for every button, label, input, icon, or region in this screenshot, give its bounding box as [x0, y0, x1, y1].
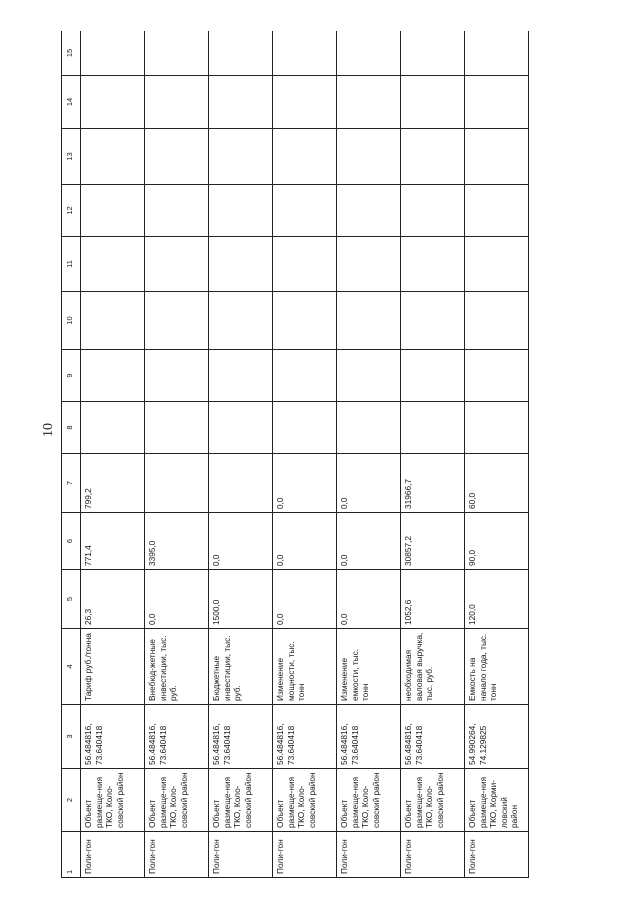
column-number-12: 12 [62, 185, 81, 237]
value-col7-cell [209, 454, 273, 513]
object-type-cell: Поли-гон [465, 832, 529, 878]
column-number-10: 10 [62, 292, 81, 350]
coordinates-cell: 56.484816, 73.640418 [401, 705, 465, 769]
indicator-cell: Тариф руб./тонна [81, 629, 145, 705]
value-col12-cell [145, 185, 209, 237]
table-row [465, 31, 529, 878]
value-col12-cell [209, 185, 273, 237]
value-col5-cell: 1052,6 [401, 570, 465, 629]
value-col6-cell: 90,0 [465, 513, 529, 570]
table-sheet [61, 31, 557, 878]
object-name-cell: Объект размеще-ния ТКО, Коло-совский район [401, 769, 465, 832]
value-col14-cell [465, 76, 529, 129]
value-col5-cell: 0,0 [337, 570, 401, 629]
value-col8-cell [145, 402, 209, 454]
value-col6-cell: 3395,0 [145, 513, 209, 570]
table-row [337, 31, 401, 878]
value-col12-cell [81, 185, 145, 237]
value-col10-cell [145, 292, 209, 350]
value-col12-cell [273, 185, 337, 237]
table-row [273, 31, 337, 878]
object-name-cell: Объект размеще-ния ТКО, Коло-совский район [81, 769, 145, 832]
value-col11-cell [145, 237, 209, 292]
value-col7-cell [145, 454, 209, 513]
value-col9-cell [465, 350, 529, 402]
value-col5-cell: 120,0 [465, 570, 529, 629]
value-col6-cell: 30857,2 [401, 513, 465, 570]
value-col10-cell [209, 292, 273, 350]
coordinates-cell: 54.990264, 74.129825 [465, 705, 529, 769]
value-col13-cell [209, 129, 273, 185]
value-col12-cell [337, 185, 401, 237]
column-number-1: 1 [62, 832, 81, 878]
value-col8-cell [337, 402, 401, 454]
value-col7-cell: 31966,7 [401, 454, 465, 513]
rotated-table-container [61, 31, 557, 878]
value-col15-cell [337, 31, 401, 76]
column-number-2: 2 [62, 769, 81, 832]
object-type-cell: Поли-гон [81, 832, 145, 878]
indicator-cell: Емкость на начало года, тыс. тонн [465, 629, 529, 705]
value-col5-cell: 0,0 [145, 570, 209, 629]
column-number-8: 8 [62, 402, 81, 454]
value-col9-cell [145, 350, 209, 402]
value-col8-cell [401, 402, 465, 454]
coordinates-cell: 56.484816, 73.640418 [273, 705, 337, 769]
value-col7-cell: 0,0 [273, 454, 337, 513]
value-col7-cell: 0,0 [337, 454, 401, 513]
indicator-cell: Изменение емкости, тыс. тонн [337, 629, 401, 705]
value-col13-cell [401, 129, 465, 185]
page-number: 10 [41, 423, 56, 437]
coordinates-cell: 56.484816, 73.640418 [81, 705, 145, 769]
table-row [401, 31, 465, 878]
value-col15-cell [81, 31, 145, 76]
value-col15-cell [401, 31, 465, 76]
column-number-4: 4 [62, 629, 81, 705]
indicator-cell: Внебюд-жетные инвестиции, тыс. руб. [145, 629, 209, 705]
value-col14-cell [337, 76, 401, 129]
value-col15-cell [209, 31, 273, 76]
value-col14-cell [273, 76, 337, 129]
value-col10-cell [465, 292, 529, 350]
object-type-cell: Поли-гон [273, 832, 337, 878]
value-col8-cell [209, 402, 273, 454]
value-col13-cell [465, 129, 529, 185]
value-col8-cell [273, 402, 337, 454]
object-name-cell: Объект размеще-ния ТКО, Корми-ловский район [465, 769, 529, 832]
object-name-cell: Объект размеще-ния ТКО, Коло-совский район [145, 769, 209, 832]
object-name-cell: Объект размеще-ния ТКО, Коло-совский район [273, 769, 337, 832]
value-col14-cell [209, 76, 273, 129]
value-col11-cell [81, 237, 145, 292]
value-col9-cell [209, 350, 273, 402]
value-col11-cell [209, 237, 273, 292]
value-col9-cell [401, 350, 465, 402]
value-col8-cell [465, 402, 529, 454]
value-col6-cell: 0,0 [273, 513, 337, 570]
value-col11-cell [273, 237, 337, 292]
value-col6-cell: 0,0 [209, 513, 273, 570]
value-col11-cell [401, 237, 465, 292]
value-col15-cell [465, 31, 529, 76]
value-col6-cell: 771,4 [81, 513, 145, 570]
value-col10-cell [401, 292, 465, 350]
column-number-3: 3 [62, 705, 81, 769]
column-number-15: 15 [62, 31, 81, 76]
column-number-row [62, 31, 81, 878]
value-col10-cell [273, 292, 337, 350]
indicator-cell: необходимая валовая выручка, тыс. руб. [401, 629, 465, 705]
value-col10-cell [337, 292, 401, 350]
value-col13-cell [145, 129, 209, 185]
column-number-13: 13 [62, 129, 81, 185]
object-type-cell: Поли-гон [337, 832, 401, 878]
table-row [209, 31, 273, 878]
column-number-14: 14 [62, 76, 81, 129]
indicator-cell: Изменение мощности, тыс. тонн [273, 629, 337, 705]
coordinates-cell: 56.484816, 73.640418 [145, 705, 209, 769]
object-type-cell: Поли-гон [145, 832, 209, 878]
table-row [81, 31, 145, 878]
object-type-cell: Поли-гон [209, 832, 273, 878]
object-type-cell: Поли-гон [401, 832, 465, 878]
coordinates-cell: 56.484816, 73.640418 [337, 705, 401, 769]
value-col14-cell [145, 76, 209, 129]
value-col8-cell [81, 402, 145, 454]
column-number-11: 11 [62, 237, 81, 292]
value-col11-cell [337, 237, 401, 292]
table-row [145, 31, 209, 878]
value-col7-cell: 799,2 [81, 454, 145, 513]
object-name-cell: Объект размеще-ния ТКО, Коло-совский район [209, 769, 273, 832]
column-number-9: 9 [62, 350, 81, 402]
column-number-6: 6 [62, 513, 81, 570]
value-col9-cell [81, 350, 145, 402]
value-col7-cell: 60,0 [465, 454, 529, 513]
column-number-7: 7 [62, 454, 81, 513]
column-number-5: 5 [62, 570, 81, 629]
value-col14-cell [81, 76, 145, 129]
value-col5-cell: 26,3 [81, 570, 145, 629]
value-col9-cell [337, 350, 401, 402]
value-col13-cell [337, 129, 401, 185]
value-col6-cell: 0,0 [337, 513, 401, 570]
value-col11-cell [465, 237, 529, 292]
coordinates-cell: 56.484816, 73.640418 [209, 705, 273, 769]
value-col15-cell [145, 31, 209, 76]
indicator-cell: Бюджетные инвестиции, тыс. руб. [209, 629, 273, 705]
landfill-indicators-table [61, 31, 529, 878]
value-col5-cell: 0,0 [273, 570, 337, 629]
value-col9-cell [273, 350, 337, 402]
object-name-cell: Объект размеще-ния ТКО, Коло-совский район [337, 769, 401, 832]
value-col12-cell [401, 185, 465, 237]
value-col5-cell: 1500,0 [209, 570, 273, 629]
value-col13-cell [81, 129, 145, 185]
value-col13-cell [273, 129, 337, 185]
value-col15-cell [273, 31, 337, 76]
value-col12-cell [465, 185, 529, 237]
value-col14-cell [401, 76, 465, 129]
value-col10-cell [81, 292, 145, 350]
